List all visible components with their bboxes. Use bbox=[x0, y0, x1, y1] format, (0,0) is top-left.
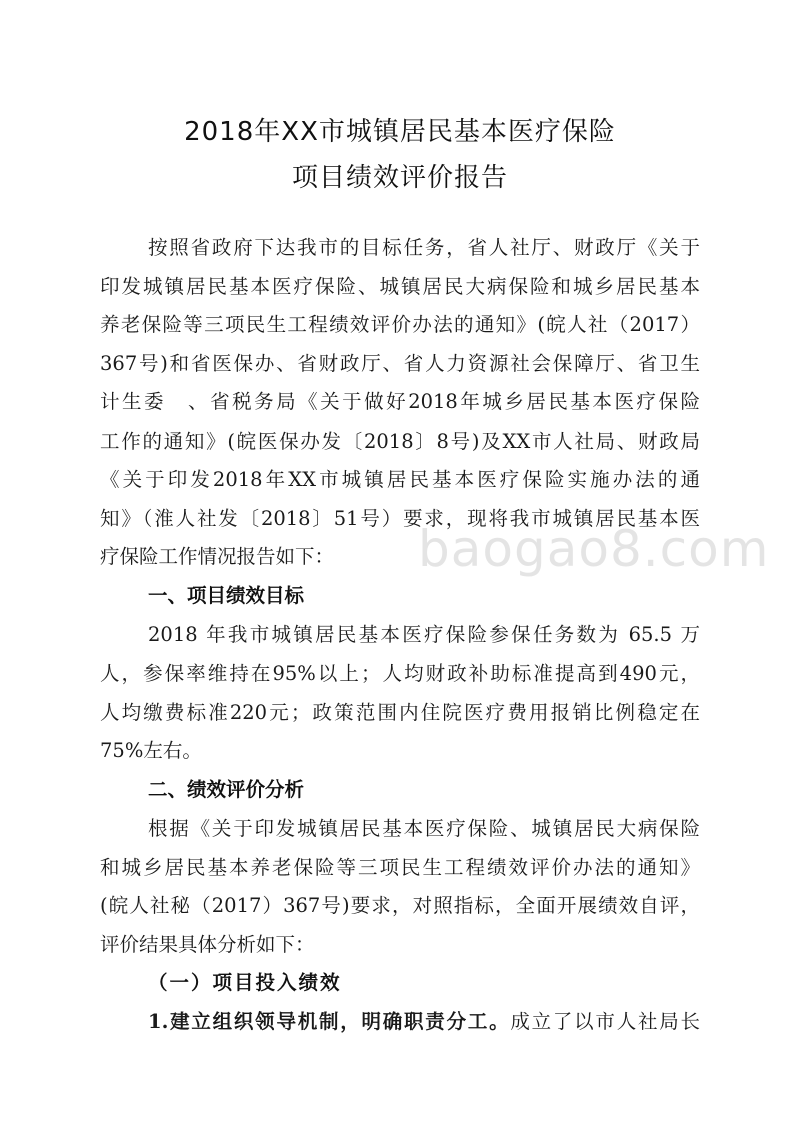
section1-line: 75%左右。 bbox=[100, 739, 202, 762]
intro-line: 养老保险等三项民生工程绩效评价办法的通知》(皖人社（2017） bbox=[100, 313, 700, 336]
watermark: baogao8.com bbox=[418, 520, 770, 578]
intro-line: 印发城镇居民基本医疗保险、城镇居民大病保险和城乡居民基本 bbox=[100, 275, 700, 298]
item1-bold-text: 1.建立组织领导机制，明确职责分工。 bbox=[148, 1010, 511, 1033]
section1-line: 人均缴费标准220元；政策范围内住院医疗费用报销比例稳定在 bbox=[100, 701, 700, 724]
document-title-line-2: 项目绩效评价报告 bbox=[291, 163, 508, 193]
section-heading-analysis: 二、绩效评价分析 bbox=[148, 778, 305, 801]
item1-line bbox=[148, 1010, 700, 1034]
intro-line: 《关于印发2018年XX市城镇居民基本医疗保险实施办法的通 bbox=[100, 468, 700, 491]
section-heading-goals: 一、项目绩效目标 bbox=[148, 584, 305, 607]
item1-rest-text: 成立了以市人社局长 bbox=[510, 1010, 700, 1033]
intro-line: 工作的通知》(皖医保办发〔2018〕8号)及XX市人社局、财政局 bbox=[100, 430, 700, 453]
section2-line: 和城乡居民基本养老保险等三项民生工程绩效评价办法的通知》 bbox=[100, 856, 700, 879]
section2-line: 评价结果具体分析如下： bbox=[100, 933, 315, 956]
document-title-line-1: 2018年XX市城镇居民基本医疗保险 bbox=[184, 117, 616, 147]
section1-line: 人，参保率维持在95%以上；人均财政补助标准提高到490元， bbox=[100, 662, 700, 685]
section2-line: (皖人社秘（2017）367号)要求，对照指标，全面开展绩效自评， bbox=[100, 894, 700, 917]
intro-line: 疗保险工作情况报告如下： bbox=[100, 545, 335, 568]
intro-line: 按照省政府下达我市的目标任务，省人社厅、财政厅《关于 bbox=[148, 236, 700, 259]
subsection-heading-input: （一）项目投入绩效 bbox=[148, 971, 342, 994]
intro-line: 计生委 、省税务局《关于做好2018年城乡居民基本医疗保险 bbox=[100, 390, 700, 413]
intro-line: 367号)和省医保办、省财政厅、省人力资源社会保障厅、省卫生 bbox=[100, 352, 700, 375]
intro-line: 知》（淮人社发〔2018〕51号）要求，现将我市城镇居民基本医 bbox=[100, 507, 700, 530]
section2-line: 根据《关于印发城镇居民基本医疗保险、城镇居民大病保险 bbox=[148, 817, 700, 840]
section1-line: 2018 年我市城镇居民基本医疗保险参保任务数为 65.5 万 bbox=[148, 623, 700, 646]
